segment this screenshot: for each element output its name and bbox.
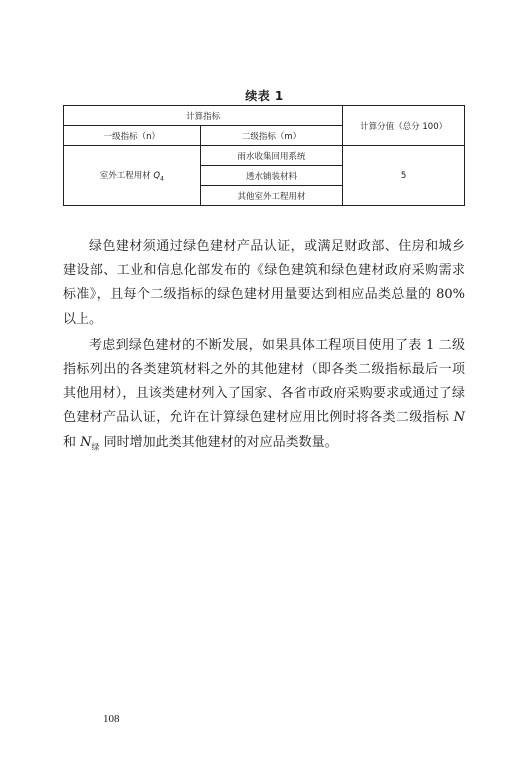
header-level1: 一级指标（n） <box>64 126 201 146</box>
header-score: 计算分值（总分 100） <box>343 106 465 146</box>
page-number: 108 <box>103 713 120 725</box>
paragraph-2: 考虑到绿色建材的不断发展，如果具体工程项目使用了表 1 二级指标列出的各类建筑材料之外的其他建材（即各类二级指标最后一项其他用材），且该类建材列入了国家、各省市政府采购要求或通过了绿色建材产品认证，允许在计算绿色建材应用比例时将各类二级指标 N 和 $N_绿$ 同时增加此类其他建材的对应品类数量。 <box>63 337 465 452</box>
level1-variable: $Q_4$ <box>153 170 164 183</box>
level1-label: 室外工程用材 <box>99 170 154 181</box>
cell-level2-item: 透水铺装材料 <box>200 166 343 186</box>
cell-level2-item: 雨水收集回用系统 <box>200 146 343 166</box>
cell-score: 5 <box>343 146 465 206</box>
table-caption: 续表 1 <box>245 89 284 103</box>
body-text <box>63 235 465 461</box>
indicator-table <box>63 105 465 206</box>
header-calc-indicator: 计算指标 <box>64 106 343 126</box>
paragraph-1: 绿色建材须通过绿色建材产品认证，或满足财政部、住房和城乡建设部、工业和信息化部发布的《绿色建筑和绿色建材政府采购需求标准》，且每个二级指标的绿色建材用量要达到相应品类总量的 80%以上。 <box>63 239 465 327</box>
cell-level2-item: 其他室外工程用材 <box>200 186 343 206</box>
cell-level1-outdoor <box>64 146 201 206</box>
header-level2: 二级指标（m） <box>200 126 343 146</box>
